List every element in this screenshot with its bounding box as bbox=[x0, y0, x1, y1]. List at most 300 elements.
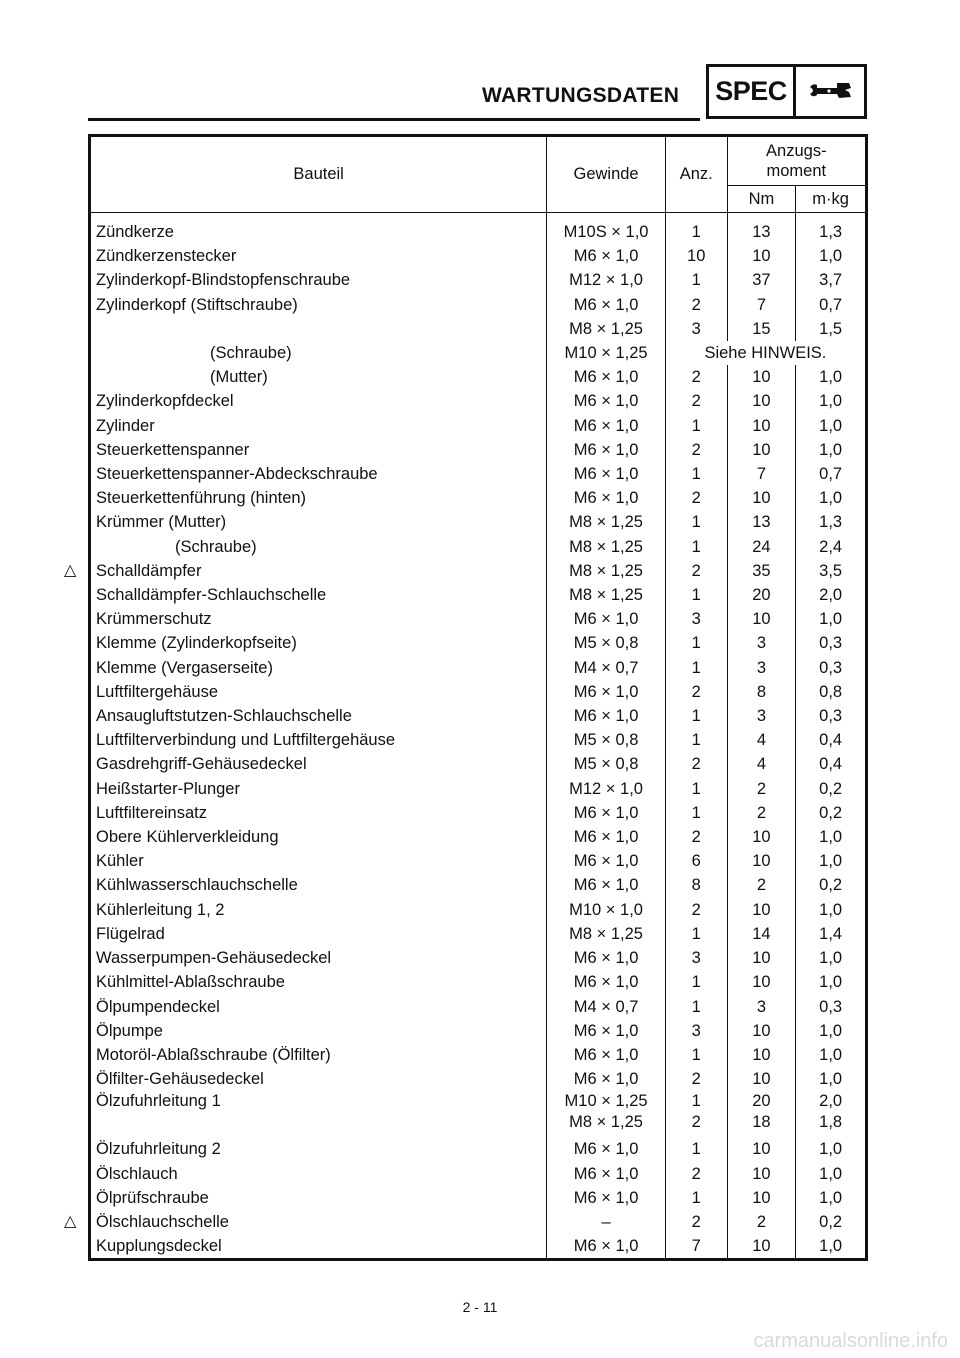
cell-nm: 10 bbox=[727, 946, 796, 970]
cell-mkg: 1,3 bbox=[796, 510, 867, 534]
table-row bbox=[90, 414, 867, 438]
cell-qty: 1 bbox=[665, 213, 727, 245]
part-label: Zylinderkopf-Blindstopfenschraube bbox=[96, 271, 351, 290]
cell-mkg: 0,4 bbox=[796, 728, 867, 752]
table-row bbox=[90, 898, 867, 922]
cell-part bbox=[90, 1091, 547, 1137]
cell-mkg: 3,7 bbox=[796, 268, 867, 292]
cell-part bbox=[90, 801, 547, 825]
cell-mkg: 0,3 bbox=[796, 656, 867, 680]
cell-nm: 10 bbox=[727, 849, 796, 873]
cell-mkg: 1,0 bbox=[796, 1186, 867, 1210]
cell-thread: M4 × 0,7 bbox=[547, 995, 666, 1019]
cell-qty: 2 bbox=[665, 1162, 727, 1186]
part-label: Krümmerschutz bbox=[96, 610, 212, 629]
cell-nm: 10 bbox=[727, 607, 796, 631]
cell-part bbox=[90, 486, 547, 510]
cell-part bbox=[90, 728, 547, 752]
cell-part bbox=[90, 268, 547, 292]
part-label: Ölprüfschraube bbox=[96, 1188, 209, 1207]
table-row bbox=[90, 777, 867, 801]
cell-qty: 2 bbox=[665, 389, 727, 413]
part-label: Wasserpumpen-Gehäusedeckel bbox=[96, 949, 332, 968]
cell-qty: 1 bbox=[665, 510, 727, 534]
cell-thread: M8 × 1,25 bbox=[547, 559, 666, 583]
table-row bbox=[90, 510, 867, 534]
cell-thread: M6 × 1,0 bbox=[547, 462, 666, 486]
cell-mkg: 1,0 bbox=[796, 970, 867, 994]
cell-part bbox=[90, 293, 547, 317]
cell-nm: 10 bbox=[727, 898, 796, 922]
cell-part bbox=[90, 213, 547, 245]
cell-nm: 10 bbox=[727, 244, 796, 268]
cell-mkg: 1,0 bbox=[796, 1043, 867, 1067]
cell-nm: 10 bbox=[727, 389, 796, 413]
cell-thread: M8 × 1,25 bbox=[547, 317, 666, 341]
cell-mkg: 1,0 bbox=[796, 1019, 867, 1043]
cell-qty: 1 bbox=[665, 777, 727, 801]
cell-nm: 3 bbox=[727, 995, 796, 1019]
cell-mkg: 1,5 bbox=[796, 317, 867, 341]
cell-qty bbox=[665, 1091, 727, 1137]
cell-thread: M8 × 1,25 bbox=[547, 583, 666, 607]
table-row bbox=[90, 462, 867, 486]
part-label: Motoröl-Ablaßschraube (Ölfilter) bbox=[96, 1045, 331, 1064]
page-number: 2 - 11 bbox=[462, 1299, 498, 1315]
table-row bbox=[90, 268, 867, 292]
cell-nm: 8 bbox=[727, 680, 796, 704]
cell-mkg: 0,8 bbox=[796, 680, 867, 704]
part-label: (Schraube) bbox=[210, 344, 292, 363]
cell-nm: 35 bbox=[727, 559, 796, 583]
cell-thread: M6 × 1,0 bbox=[547, 704, 666, 728]
cell-nm: 10 bbox=[727, 438, 796, 462]
cell-part bbox=[90, 680, 547, 704]
part-label: Luftfilterverbindung und Luftfiltergehäuse bbox=[96, 731, 396, 750]
table-row bbox=[90, 704, 867, 728]
cell-nm: 4 bbox=[727, 728, 796, 752]
cell-qty: 2 bbox=[665, 559, 727, 583]
cell-qty: 6 bbox=[665, 849, 727, 873]
cell-nm: 3 bbox=[727, 656, 796, 680]
cell-mkg: 0,2 bbox=[796, 801, 867, 825]
cell-thread-line: M10 × 1,25 bbox=[564, 1092, 648, 1111]
cell-mkg: 1,0 bbox=[796, 438, 867, 462]
part-label: Steuerkettenspanner bbox=[96, 440, 250, 459]
part-label: Flügelrad bbox=[96, 924, 165, 943]
cell-qty: 1 bbox=[665, 462, 727, 486]
table-row bbox=[90, 1137, 867, 1161]
cell-qty: 2 bbox=[665, 752, 727, 776]
table-row bbox=[90, 1162, 867, 1186]
part-label: Schalldämpfer-Schlauchschelle bbox=[96, 586, 327, 605]
cell-mkg: 0,2 bbox=[796, 1210, 867, 1234]
cell-nm: 10 bbox=[727, 1137, 796, 1161]
cell-part bbox=[90, 535, 547, 559]
part-label: Gasdrehgriff-Gehäusedeckel bbox=[96, 755, 307, 774]
cell-qty: 1 bbox=[665, 583, 727, 607]
header-qty: Anz. bbox=[665, 136, 727, 213]
header-torque: Anzugs- moment bbox=[727, 136, 866, 186]
cell-qty: 10 bbox=[665, 244, 727, 268]
triangle-mark-icon: △ bbox=[64, 1212, 77, 1230]
table-row bbox=[90, 1067, 867, 1091]
cell-qty: 8 bbox=[665, 873, 727, 897]
cell-thread: M6 × 1,0 bbox=[547, 293, 666, 317]
cell-thread: – bbox=[547, 1210, 666, 1234]
cell-nm: 10 bbox=[727, 414, 796, 438]
cell-mkg: 1,0 bbox=[796, 946, 867, 970]
cell-thread: M6 × 1,0 bbox=[547, 1043, 666, 1067]
part-label: Klemme (Zylinderkopfseite) bbox=[96, 634, 297, 653]
cell-part bbox=[90, 607, 547, 631]
table-row bbox=[90, 365, 867, 389]
part-label: Luftfiltergehäuse bbox=[96, 682, 219, 701]
cell-qty: 3 bbox=[665, 946, 727, 970]
cell-thread: M6 × 1,0 bbox=[547, 873, 666, 897]
cell-thread bbox=[547, 1091, 666, 1137]
part-label: Zylinderkopf (Stiftschraube) bbox=[96, 295, 298, 314]
cell-thread-line: M8 × 1,25 bbox=[569, 1113, 643, 1132]
cell-qty: 1 bbox=[665, 631, 727, 655]
table-row bbox=[90, 607, 867, 631]
cell-part bbox=[90, 1186, 547, 1210]
cell-mkg bbox=[796, 1091, 867, 1137]
part-label: Ölschlauchschelle bbox=[96, 1212, 229, 1231]
cell-part bbox=[90, 510, 547, 534]
cell-part bbox=[90, 365, 547, 389]
cell-qty: 1 bbox=[665, 801, 727, 825]
cell-thread: M6 × 1,0 bbox=[547, 680, 666, 704]
cell-mkg: 1,0 bbox=[796, 414, 867, 438]
cell-qty: 1 bbox=[665, 704, 727, 728]
table-row bbox=[90, 680, 867, 704]
cell-nm-line: 20 bbox=[752, 1092, 771, 1111]
cell-mkg: 2,0 bbox=[796, 583, 867, 607]
cell-qty: 1 bbox=[665, 1186, 727, 1210]
cell-mkg: 0,7 bbox=[796, 462, 867, 486]
cell-qty: 2 bbox=[665, 825, 727, 849]
cell-thread: M6 × 1,0 bbox=[547, 389, 666, 413]
cell-nm-line: 18 bbox=[752, 1113, 771, 1132]
cell-thread: M12 × 1,0 bbox=[547, 268, 666, 292]
part-label: (Mutter) bbox=[210, 368, 268, 387]
cell-thread: M6 × 1,0 bbox=[547, 244, 666, 268]
cell-mkg: 2,4 bbox=[796, 535, 867, 559]
cell-mkg: 1,3 bbox=[796, 213, 867, 245]
cell-thread: M4 × 0,7 bbox=[547, 656, 666, 680]
cell-mkg: 1,0 bbox=[796, 486, 867, 510]
cell-qty: 2 bbox=[665, 1067, 727, 1091]
table-row bbox=[90, 1234, 867, 1260]
table-row bbox=[90, 486, 867, 510]
table-row bbox=[90, 317, 867, 341]
part-label: Zündkerze bbox=[96, 223, 174, 241]
cell-thread: M5 × 0,8 bbox=[547, 752, 666, 776]
cell-mkg: 1,0 bbox=[796, 849, 867, 873]
part-label: Zylinderkopfdeckel bbox=[96, 392, 234, 411]
cell-mkg: 3,5 bbox=[796, 559, 867, 583]
cell-mkg: 0,2 bbox=[796, 873, 867, 897]
cell-qty: 3 bbox=[665, 317, 727, 341]
cell-qty: 1 bbox=[665, 535, 727, 559]
table-row bbox=[90, 293, 867, 317]
cell-part bbox=[90, 752, 547, 776]
cell-nm: 7 bbox=[727, 293, 796, 317]
table-row bbox=[90, 656, 867, 680]
part-label: Luftfiltereinsatz bbox=[96, 803, 207, 822]
cell-thread: M5 × 0,8 bbox=[547, 728, 666, 752]
title-rule bbox=[88, 118, 700, 121]
table-row bbox=[90, 849, 867, 873]
cell-mkg: 1,0 bbox=[796, 1137, 867, 1161]
table-row bbox=[90, 1043, 867, 1067]
cell-thread: M6 × 1,0 bbox=[547, 825, 666, 849]
cell-mkg: 0,7 bbox=[796, 293, 867, 317]
cell-qty: 3 bbox=[665, 1019, 727, 1043]
part-label: Kühlwasserschlauchschelle bbox=[96, 876, 298, 895]
cell-mkg: 0,3 bbox=[796, 631, 867, 655]
cell-part bbox=[90, 1162, 547, 1186]
cell-qty: 2 bbox=[665, 680, 727, 704]
cell-thread: M6 × 1,0 bbox=[547, 1162, 666, 1186]
cell-thread: M5 × 0,8 bbox=[547, 631, 666, 655]
cell-part bbox=[90, 1137, 547, 1161]
cell-thread: M6 × 1,0 bbox=[547, 365, 666, 389]
cell-thread: M6 × 1,0 bbox=[547, 414, 666, 438]
cell-part bbox=[90, 970, 547, 994]
cell-thread: M6 × 1,0 bbox=[547, 607, 666, 631]
table-row bbox=[90, 801, 867, 825]
part-label: Kupplungsdeckel bbox=[96, 1237, 222, 1256]
cell-mkg: 0,3 bbox=[796, 704, 867, 728]
part-label: Kühlmittel-Ablaßschraube bbox=[96, 973, 285, 992]
cell-thread: M6 × 1,0 bbox=[547, 946, 666, 970]
cell-part bbox=[90, 462, 547, 486]
cell-nm: 2 bbox=[727, 801, 796, 825]
cell-thread: M10 × 1,0 bbox=[547, 898, 666, 922]
cell-thread: M10 × 1,25 bbox=[547, 341, 666, 365]
cell-nm: 10 bbox=[727, 365, 796, 389]
cell-part bbox=[90, 631, 547, 655]
cell-nm: 10 bbox=[727, 1162, 796, 1186]
cell-nm: 10 bbox=[727, 825, 796, 849]
torque-spec-table bbox=[64, 134, 868, 1261]
cell-qty: 1 bbox=[665, 1043, 727, 1067]
cell-qty: 2 bbox=[665, 438, 727, 462]
cell-qty: 1 bbox=[665, 995, 727, 1019]
part-label: Obere Kühlerverkleidung bbox=[96, 828, 279, 847]
cell-qty: 3 bbox=[665, 607, 727, 631]
cell-part bbox=[90, 1043, 547, 1067]
cell-part bbox=[90, 438, 547, 462]
cell-qty: 2 bbox=[665, 365, 727, 389]
table-row bbox=[90, 583, 867, 607]
table-row bbox=[90, 728, 867, 752]
cell-mkg: 1,0 bbox=[796, 898, 867, 922]
cell-nm: 13 bbox=[727, 510, 796, 534]
cell-nm: 2 bbox=[727, 777, 796, 801]
cell-part bbox=[90, 873, 547, 897]
table-row bbox=[90, 873, 867, 897]
table-row bbox=[90, 1019, 867, 1043]
cell-part bbox=[90, 777, 547, 801]
cell-part bbox=[90, 1019, 547, 1043]
cell-qty: 1 bbox=[665, 1137, 727, 1161]
cell-nm: 24 bbox=[727, 535, 796, 559]
cell-mkg-line: 2,0 bbox=[819, 1092, 843, 1111]
cell-nm: 10 bbox=[727, 970, 796, 994]
cell-qty: 2 bbox=[665, 293, 727, 317]
cell-qty: 7 bbox=[665, 1234, 727, 1260]
cell-thread: M6 × 1,0 bbox=[547, 849, 666, 873]
cell-thread: M8 × 1,25 bbox=[547, 535, 666, 559]
cell-thread: M6 × 1,0 bbox=[547, 1234, 666, 1260]
part-label: Ölpumpe bbox=[96, 1021, 163, 1040]
cell-thread: M6 × 1,0 bbox=[547, 1067, 666, 1091]
cell-qty: 2 bbox=[665, 486, 727, 510]
table-row bbox=[90, 825, 867, 849]
cell-nm: 2 bbox=[727, 873, 796, 897]
cell-part bbox=[90, 414, 547, 438]
cell-nm: 4 bbox=[727, 752, 796, 776]
part-label: Ölzufuhrleitung 2 bbox=[96, 1140, 221, 1159]
table-row bbox=[90, 631, 867, 655]
triangle-mark-icon: △ bbox=[64, 561, 77, 579]
cell-part bbox=[90, 825, 547, 849]
cell-nm: 10 bbox=[727, 486, 796, 510]
cell-part bbox=[90, 244, 547, 268]
cell-qty: 1 bbox=[665, 728, 727, 752]
cell-qty: 2 bbox=[665, 1210, 727, 1234]
part-label: Heißstarter-Plunger bbox=[96, 779, 240, 798]
cell-nm: 10 bbox=[727, 1234, 796, 1260]
page-title: WARTUNGSDATEN bbox=[482, 84, 680, 107]
part-label: Ölschlauch bbox=[96, 1164, 178, 1183]
table-row bbox=[90, 1091, 867, 1137]
cell-thread: M8 × 1,25 bbox=[547, 510, 666, 534]
cell-part bbox=[90, 317, 547, 341]
wrench-icon bbox=[793, 64, 867, 119]
cell-nm: 20 bbox=[727, 583, 796, 607]
cell-mkg: 1,0 bbox=[796, 607, 867, 631]
part-label: Krümmer (Mutter) bbox=[96, 513, 227, 532]
cell-mkg: 0,4 bbox=[796, 752, 867, 776]
cell-qty-line: 1 bbox=[691, 1092, 701, 1111]
cell-qty-line: 2 bbox=[691, 1113, 701, 1132]
cell-thread: M10S × 1,0 bbox=[547, 213, 666, 245]
cell-nm: 15 bbox=[727, 317, 796, 341]
table-row bbox=[90, 559, 867, 583]
cell-nm: 37 bbox=[727, 268, 796, 292]
cell-part bbox=[90, 1234, 547, 1260]
cell-mkg: 0,2 bbox=[796, 777, 867, 801]
cell-mkg: 1,0 bbox=[796, 825, 867, 849]
cell-part bbox=[90, 583, 547, 607]
part-label: Zündkerzenstecker bbox=[96, 247, 237, 266]
cell-part bbox=[90, 995, 547, 1019]
cell-qty: 1 bbox=[665, 922, 727, 946]
header-mkg: m·kg bbox=[796, 186, 867, 213]
cell-part bbox=[90, 389, 547, 413]
part-label: Schalldämpfer bbox=[96, 561, 202, 580]
cell-part bbox=[90, 849, 547, 873]
cell-part bbox=[90, 922, 547, 946]
cell-part bbox=[90, 946, 547, 970]
cell-mkg: 1,0 bbox=[796, 244, 867, 268]
cell-nm bbox=[727, 1091, 796, 1137]
spec-badge: SPEC bbox=[706, 64, 796, 119]
table-row bbox=[90, 946, 867, 970]
cell-thread: M6 × 1,0 bbox=[547, 1137, 666, 1161]
cell-qty: 1 bbox=[665, 656, 727, 680]
cell-thread: M12 × 1,0 bbox=[547, 777, 666, 801]
cell-thread: M6 × 1,0 bbox=[547, 438, 666, 462]
table-row bbox=[90, 244, 867, 268]
watermark: carmanualsonline.info bbox=[753, 1330, 948, 1352]
cell-part bbox=[90, 656, 547, 680]
cell-part bbox=[90, 341, 547, 365]
cell-mkg: 1,4 bbox=[796, 922, 867, 946]
part-label: Kühlerleitung 1, 2 bbox=[96, 900, 225, 919]
table-row bbox=[90, 213, 867, 245]
cell-mkg: 1,0 bbox=[796, 365, 867, 389]
cell-part bbox=[90, 704, 547, 728]
part-label: Steuerkettenführung (hinten) bbox=[96, 489, 307, 508]
part-label: Kühler bbox=[96, 852, 144, 871]
cell-nm: 7 bbox=[727, 462, 796, 486]
cell-note: Siehe HINWEIS. bbox=[665, 341, 866, 365]
cell-thread: M6 × 1,0 bbox=[547, 970, 666, 994]
part-label: Steuerkettenspanner-Abdeckschraube bbox=[96, 465, 378, 484]
cell-thread: M6 × 1,0 bbox=[547, 1186, 666, 1210]
table-row bbox=[90, 535, 867, 559]
part-label: (Schraube) bbox=[175, 537, 257, 556]
part-label: Ansaugluftstutzen-Schlauchschelle bbox=[96, 707, 352, 726]
table-row bbox=[90, 1210, 867, 1234]
part-label: Ölfilter-Gehäusedeckel bbox=[96, 1070, 264, 1089]
cell-nm: 10 bbox=[727, 1019, 796, 1043]
cell-mkg: 1,0 bbox=[796, 1162, 867, 1186]
cell-mkg: 1,0 bbox=[796, 1067, 867, 1091]
cell-thread: M6 × 1,0 bbox=[547, 486, 666, 510]
cell-nm: 3 bbox=[727, 631, 796, 655]
part-label: Ölzufuhrleitung 1 bbox=[96, 1092, 221, 1111]
cell-nm: 10 bbox=[727, 1067, 796, 1091]
cell-mkg: 1,0 bbox=[796, 389, 867, 413]
table-row bbox=[90, 341, 867, 365]
header-part: Bauteil bbox=[90, 136, 547, 213]
table-row bbox=[90, 970, 867, 994]
cell-qty: 1 bbox=[665, 970, 727, 994]
cell-thread: M6 × 1,0 bbox=[547, 1019, 666, 1043]
cell-part bbox=[90, 1067, 547, 1091]
cell-mkg: 0,3 bbox=[796, 995, 867, 1019]
cell-mkg: 1,0 bbox=[796, 1234, 867, 1260]
header-thread: Gewinde bbox=[547, 136, 666, 213]
table-row bbox=[90, 389, 867, 413]
cell-part bbox=[64, 559, 547, 583]
table-row bbox=[90, 1186, 867, 1210]
cell-nm: 10 bbox=[727, 1186, 796, 1210]
cell-nm: 13 bbox=[727, 213, 796, 245]
part-label: Zylinder bbox=[96, 416, 155, 435]
header-nm: Nm bbox=[727, 186, 796, 213]
table-row bbox=[90, 752, 867, 776]
part-label: Ölpumpendeckel bbox=[96, 997, 220, 1016]
table-row bbox=[90, 922, 867, 946]
cell-part bbox=[90, 898, 547, 922]
